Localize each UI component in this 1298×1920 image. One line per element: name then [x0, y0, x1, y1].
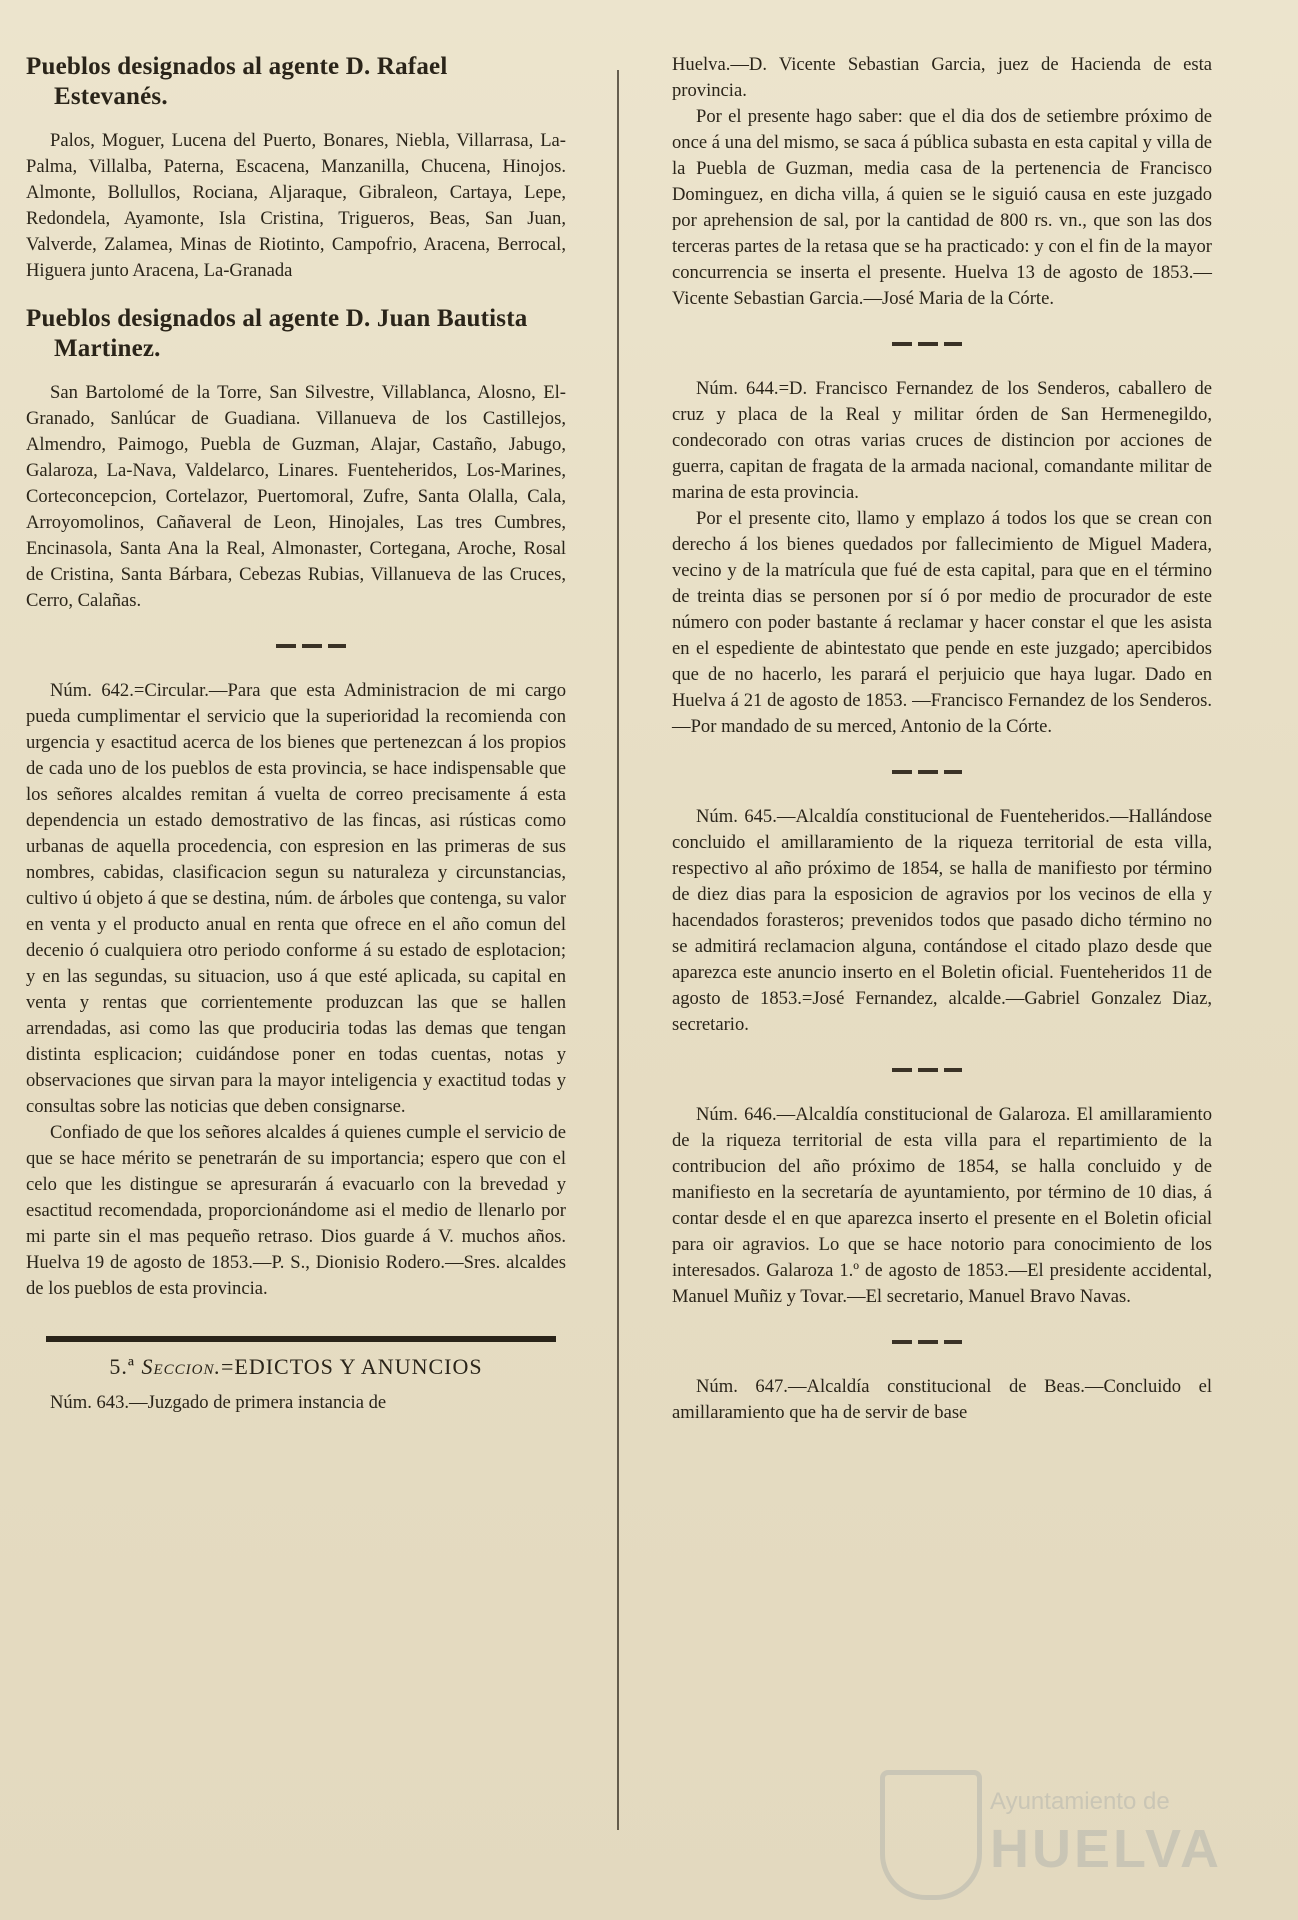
pueblos-list-estevanes: Palos, Moguer, Lucena del Puerto, Bonares, Niebla, Villarrasa, La-Palma, Villalba, Paterna, Escacena, Manzanilla, Chucena, Hinojos. Almonte, Bollullos, Rociana, Aljaraque, Gibraleon, Cartaya, Lepe, Redondela, Ayamonte, Isla Cristina, Trigueros, Beas, San Juan, Valverde, Zalamea, Minas de Riotinto, Campofrio, Aracena, Berrocal, Higuera junto Aracena, La-Granada: [26, 130, 566, 281]
column-divider: [617, 70, 619, 1830]
watermark-line2: HUELVA: [990, 1819, 1222, 1879]
right-column: [672, 52, 1212, 1426]
separator: [892, 1068, 962, 1072]
separator: [892, 770, 962, 774]
separator: [892, 342, 962, 346]
juzgado-643-header: Huelva.—D. Vicente Sebastian Garcia, juez de Hacienda de esta provincia.: [672, 54, 1212, 101]
crest-icon: [880, 1770, 982, 1900]
juzgado-643-body: Por el presente hago saber: que el dia dos de setiembre próximo de once á una del mismo, se saca á pública subasta en esta capital y villa de la Puebla de Guzman, media casa de la pertenencia de Francisco Dominguez, en dicha villa, á quien se le siguió causa en este juzgado por aprehension de sal, por la cantidad de 800 rs. vn., que son las dos terceras partes de la retasa que se ha practicado: y con el fin de la mayor concurrencia se inserta el presente. Huelva 13 de agosto de 1853.—Vicente Sebastian Garcia.—José Maria de la Córte.: [672, 106, 1212, 309]
heading-agente-estevanes: Pueblos designados al agente D. Rafael Estevanés.: [26, 53, 448, 110]
section-rule: [46, 1336, 556, 1342]
watermark-line1: Ayuntamiento de: [990, 1788, 1170, 1815]
ayuntamiento-huelva-watermark: [880, 1770, 1222, 1900]
circular-642: Núm. 642.=Circular.—Para que esta Administracion de mi cargo pueda cumplimentar el servicio que la superioridad la recomienda con urgencia y esactitud acerca de los bienes que pertenezcan á los propios de cada uno de los pueblos de esta provincia, se hace indispensable que los señores alcaldes remitan á vuelta de correo precisamente á esta dependencia un estado demostrativo de las fincas, asi rústicas como urbanas de aquella procedencia, con espresion en las primeras de sus nombres, cabidas, clasificacion segun su naturaleza y circunstancias, cultivo ú objeto á que se destina, núm. de árboles que contenga, su valor en venta y el producto anual en renta que ofrece en el año comun del decenio ó cualquiera otro periodo conforme á su estado de esplotacion; y en las segundas, su situacion, uso á que esté aplicada, su capital en venta y rentas que corrientemente produzcan las que se hallen arrendadas, asi como las que produciria todas las demas que tengan distinta esplicacion; cuidándose poner en todas cuentas, notas y observaciones que sirvan para la mayor inteligencia y exactitud todas y consultas sobre las noticias que deben consignarse.: [26, 680, 566, 1117]
marina-644-header: Núm. 644.=D. Francisco Fernandez de los Senderos, caballero de cruz y placa de la Real y militar órden de San Hermenegildo, condecorado con otras varias cruces de distincion por acciones de guerra, capitan de fragata de la armada nacional, comandante militar de marina de esta provincia.: [672, 378, 1212, 503]
separator: [276, 644, 346, 648]
left-column: [26, 52, 566, 1416]
section-title: [26, 1354, 566, 1380]
section-number: 5.ª: [109, 1354, 135, 1379]
marina-644-body: Por el presente cito, llamo y emplazo á todos los que se crean con derecho á los bienes quedados por fallecimiento de Miguel Madera, vecino y de la matrícula que fué de esta capital, para que en el término de treinta dias se personen por sí ó por medio de procurador de este número con poder bastante á reclamar y hacer constar el que les asista en el espediente de abintestato que pende en este juzgado; apercibidos que de no hacerlo, les parará el perjuicio que haya lugar. Dado en Huelva á 21 de agosto de 1853. —Francisco Fernandez de los Senderos.—Por mandado de su merced, Antonio de la Córte.: [672, 508, 1212, 737]
separator: [892, 1340, 962, 1344]
section-word: Seccion.: [141, 1354, 221, 1379]
fuenteheridos-645: Núm. 645.—Alcaldía constitucional de Fuenteheridos.—Hallándose concluido el amillaramiento de la riqueza territorial de esta villa, respectivo al año próximo de 1854, se halla de manifiesto por término de diez dias para la esposicion de agravios por los vecinos de ella y hacendados forasteros; prevenidos todos que pasado dicho término no se admitirá reclamacion alguna, contándose el citado plazo desde que aparezca este anuncio inserto en el Boletin oficial. Fuenteheridos 11 de agosto de 1853.=José Fernandez, alcalde.—Gabriel Gonzalez Diaz, secretario.: [672, 806, 1212, 1035]
galaroza-646: Núm. 646.—Alcaldía constitucional de Galaroza. El amillaramiento de la riqueza territorial de esta villa para el repartimiento de la contribucion del año próximo de 1854, se halla concluido y de manifiesto en la secretaría de ayuntamiento, por término de 10 dias, á contar desde el en que aparezca inserto el presente en el Boletin oficial para oir agravios. Lo que se hace notorio para conocimiento de los interesados. Galaroza 1.º de agosto de 1853.—El presidente accidental, Manuel Muñiz y Tovar.—El secretario, Manuel Bravo Navas.: [672, 1104, 1212, 1307]
section-name: =EDICTOS Y ANUNCIOS: [220, 1354, 483, 1379]
pueblos-list-martinez: San Bartolomé de la Torre, San Silvestre, Villablanca, Alosno, El-Granado, Sanlúcar de Guadiana. Villanueva de los Castillejos, Almendro, Paimogo, Puebla de Guzman, Alajar, Castaño, Jabugo, Galaroza, La-Nava, Valdelarco, Linares. Fuenteheridos, Los-Marines, Corteconcepcion, Cortelazor, Puertomoral, Zufre, Santa Olalla, Cala, Arroyomolinos, Cañaveral de Leon, Hinojales, Las tres Cumbres, Encinasola, Santa Ana la Real, Almonaster, Cortegana, Aroche, Rosal de Cristina, Santa Bárbara, Cebezas Rubias, Villanueva de las Cruces, Cerro, Calañas.: [26, 382, 566, 611]
beas-647-start: Núm. 647.—Alcaldía constitucional de Beas.—Concluido el amillaramiento que ha de servir de base: [672, 1376, 1212, 1423]
heading-agente-martinez: Pueblos designados al agente D. Juan Bautista Martinez.: [26, 305, 528, 362]
circular-642-closing: Confiado de que los señores alcaldes á quienes cumple el servicio de que se hace mérito se penetrarán de su importancia; espero que con el celo que les distingue se apresurarán á evacuarlo con la brevedad y esactitud recomendada, proporcionándome asi el medio de llenarlo por mi parte sin el mas pequeño retraso. Dios guarde á V. muchos años. Huelva 19 de agosto de 1853.—P. S., Dionisio Rodero.—Sres. alcaldes de los pueblos de esta provincia.: [26, 1122, 566, 1299]
juzgado-643-start: Núm. 643.—Juzgado de primera instancia de: [50, 1392, 387, 1413]
